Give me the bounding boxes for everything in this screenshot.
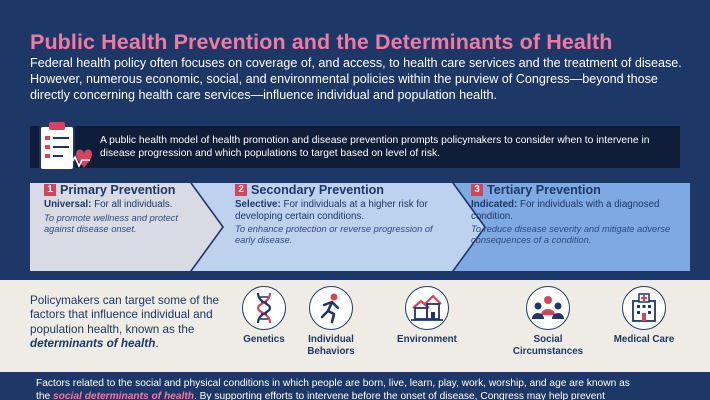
stage-desc-text: For all individuals. bbox=[91, 199, 173, 210]
footer-line-2-end: . By supporting efforts to intervene before the onset of disease, Congress may help prevent bbox=[193, 391, 605, 400]
footer-line-2 bbox=[36, 390, 686, 400]
hospital-icon bbox=[629, 292, 659, 324]
stage-lead: Indicated: bbox=[471, 199, 518, 210]
stage-tertiary bbox=[471, 183, 676, 270]
determinants-intro bbox=[30, 294, 240, 351]
stage-description bbox=[235, 199, 435, 222]
stage-number-badge: 1 bbox=[44, 184, 56, 196]
footer-line-2-start: the bbox=[36, 391, 53, 400]
running-person-icon bbox=[316, 292, 346, 324]
stage-title-text: Secondary Prevention bbox=[251, 183, 384, 197]
determinant-label: Individual Behaviors bbox=[307, 334, 355, 357]
people-group-icon bbox=[531, 293, 565, 323]
stage-desc-text: For individuals with a diagnosed condition. bbox=[471, 199, 660, 222]
stage-primary bbox=[44, 183, 194, 270]
stage-lead: Universal: bbox=[44, 199, 92, 210]
stage-number-badge: 3 bbox=[471, 184, 483, 196]
determinant-label: Genetics bbox=[243, 334, 285, 345]
stage-title bbox=[235, 183, 435, 197]
stage-goal: To promote wellness and protect against disease onset. bbox=[44, 212, 179, 234]
determinants-intro-end: . bbox=[155, 336, 159, 350]
determinant-icon-circle bbox=[622, 286, 666, 330]
page-title: Public Health Prevention and the Determinants of Health bbox=[30, 30, 613, 54]
determinant-label: Medical Care bbox=[613, 334, 675, 345]
stage-title bbox=[471, 183, 676, 197]
stage-goal: To enhance protection or reverse progression of early disease. bbox=[235, 224, 433, 245]
stage-lead: Selective: bbox=[235, 199, 281, 210]
stage-description bbox=[471, 199, 676, 222]
stage-title-text: Tertiary Prevention bbox=[487, 183, 601, 197]
stage-title bbox=[44, 183, 194, 197]
determinants-intro-text: Policymakers can target some of the factors that influence individual and population health, known as the bbox=[30, 294, 220, 336]
determinant-environment bbox=[384, 286, 470, 346]
determinant-behaviors bbox=[288, 286, 374, 358]
determinant-icon-circle bbox=[526, 286, 570, 330]
determinant-medical-care bbox=[601, 286, 687, 346]
determinant-icon-circle bbox=[242, 286, 286, 330]
stage-number-badge: 2 bbox=[235, 184, 247, 196]
stage-goal: To reduce disease severity and mitigate adverse consequences of a condition. bbox=[471, 224, 671, 245]
houses-icon bbox=[410, 293, 444, 323]
determinant-label: Social Circumstances bbox=[512, 334, 584, 357]
footer-line-1: Factors related to the social and physical conditions in which people are born, live, learn, play, work, worship, and age are known as bbox=[36, 378, 630, 389]
footer-text bbox=[36, 377, 686, 400]
stage-secondary bbox=[235, 183, 435, 270]
dna-icon bbox=[249, 291, 279, 325]
determinants-emphasis: determinants of health bbox=[30, 336, 156, 350]
determinant-icon-circle bbox=[309, 286, 353, 330]
stage-description bbox=[44, 199, 194, 211]
stage-title-text: Primary Prevention bbox=[60, 183, 176, 197]
model-description: A public health model of health promotion and disease prevention prompts policymakers to consider when to intervene in disease progression and which populations to target based on level of risk. bbox=[100, 135, 650, 159]
stage-desc-text: For individuals at a higher risk for developing certain conditions. bbox=[235, 199, 428, 222]
determinant-icon-circle bbox=[405, 286, 449, 330]
determinant-social bbox=[505, 286, 591, 358]
intro-paragraph: Federal health policy often focuses on coverage of, and access, to health care services and the treatment of disease. However, numerous economic, social, and environmental policies within the purview of Congress—beyond those directly concerning health care services—influence individual and population health. bbox=[30, 56, 682, 102]
determinant-label: Environment bbox=[397, 334, 457, 345]
footer-emphasis: social determinants of health bbox=[53, 391, 194, 400]
